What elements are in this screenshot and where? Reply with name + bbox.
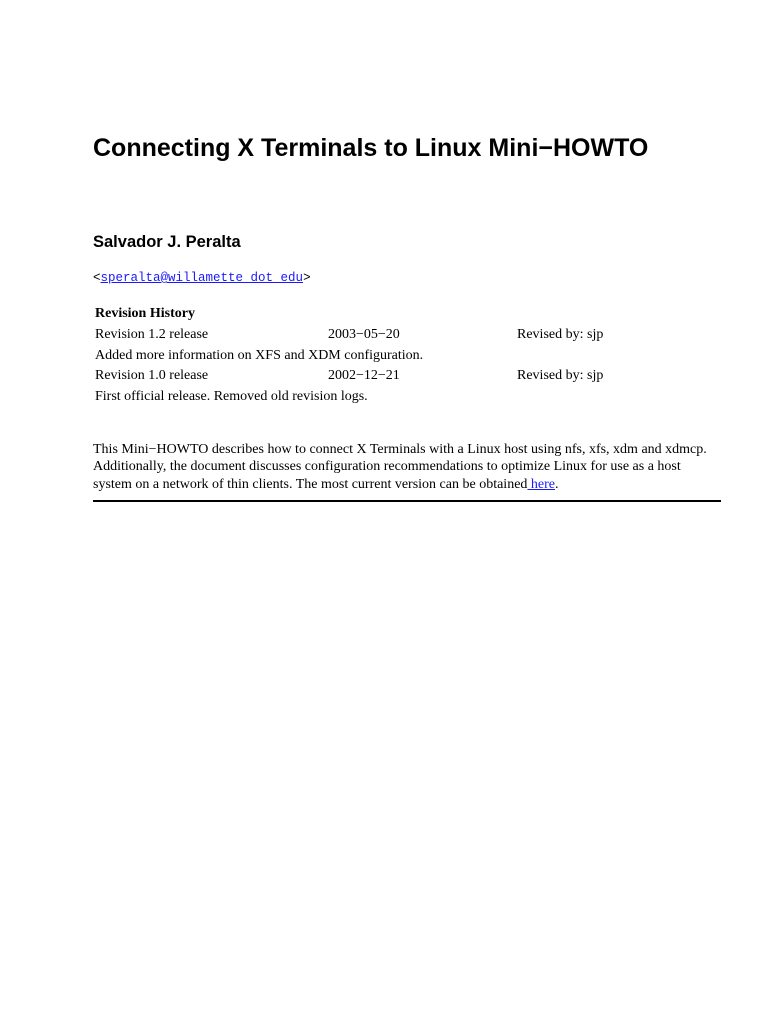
abstract-text: This Mini−HOWTO describes how to connect X Terminals with a Linux host using nfs, xfs, xdm and xdmcp. Additionally, the document discusses configuration recommendations to optimize Linux for use as a host system on a network of thin clients. The most current version can be obtained <box>93 442 707 492</box>
abstract-end: . <box>555 476 559 492</box>
section-divider <box>93 500 721 502</box>
revision-history <box>95 304 655 408</box>
revision-history-heading: Revision History <box>95 306 195 321</box>
revision-author: Revised by: sjp <box>517 326 604 342</box>
document-title: Connecting X Terminals to Linux Mini−HOWTO <box>93 134 649 162</box>
revision-note: First official release. Removed old revision logs. <box>95 389 368 405</box>
revision-author: Revised by: sjp <box>517 368 604 384</box>
revision-date: 2003−05−20 <box>328 326 400 342</box>
email-open-bracket: < <box>93 271 101 285</box>
author-name: Salvador J. Peralta <box>93 233 241 251</box>
author-email-link[interactable]: speralta@willamette dot edu <box>100 271 304 285</box>
abstract-here-link[interactable] <box>527 477 555 492</box>
email-close-bracket: > <box>303 271 311 285</box>
revision-row <box>95 366 655 387</box>
revision-number: Revision 1.0 release <box>95 368 209 384</box>
revision-date: 2002−12−21 <box>328 368 400 384</box>
author-email-line <box>93 269 311 287</box>
abstract-link-text: here <box>530 476 556 492</box>
revision-note: Added more information on XFS and XDM configuration. <box>95 347 424 363</box>
revision-number: Revision 1.2 release <box>95 326 209 342</box>
abstract-paragraph <box>93 441 723 493</box>
revision-row <box>95 325 655 346</box>
